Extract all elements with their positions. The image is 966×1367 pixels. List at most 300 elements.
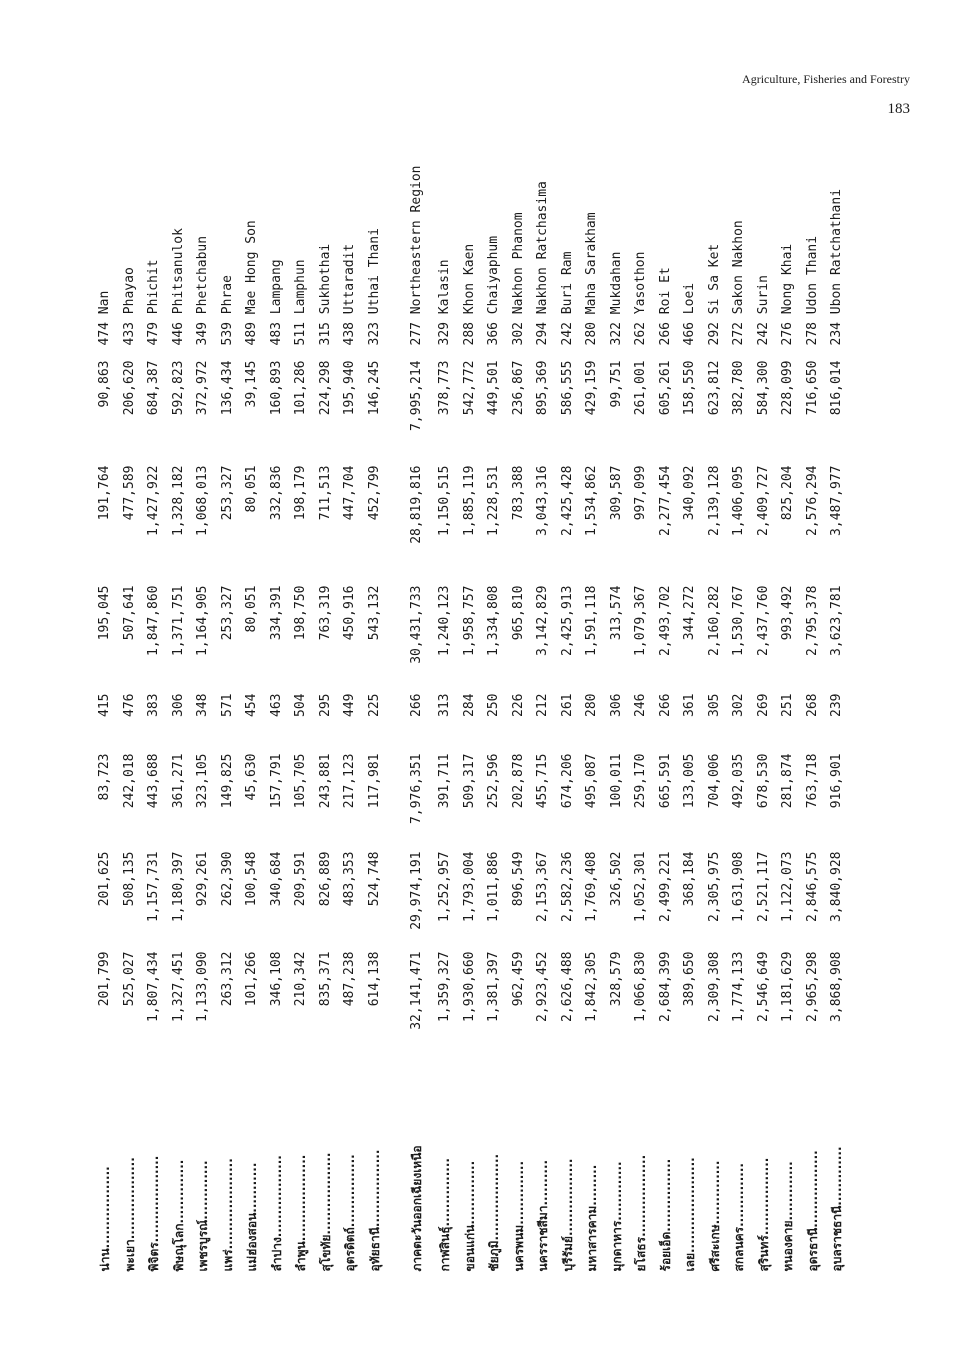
cell-v2: 826,889 <box>317 851 333 906</box>
cell-v3: 100,011 <box>608 753 624 808</box>
cell-v4: 504 <box>293 693 308 717</box>
cell-v5: 1,164,905 <box>195 585 210 656</box>
table-row <box>433 91 458 1276</box>
province-name-thai: ยโสธร.................. <box>634 1154 648 1271</box>
spacer-cell <box>387 91 401 1276</box>
province-name-thai: นครราชสีมา.......... <box>536 1159 550 1271</box>
cell-v7: 160,893 <box>268 360 284 415</box>
province-name-english: 438 Uttaradit <box>342 243 357 345</box>
cell-v3: 243,881 <box>317 753 333 808</box>
cell-v3: 149,825 <box>219 753 235 808</box>
cell-v2: 340,684 <box>268 851 284 906</box>
cell-v6: 477,589 <box>121 465 137 520</box>
province-name-english: 446 Phitsanulok <box>170 227 186 345</box>
province-name-thai: หนองคาย............. <box>781 1160 795 1271</box>
cell-v7: 684,387 <box>146 360 161 415</box>
province-name-thai: อุบลราชธานี............. <box>830 1145 844 1271</box>
cell-v4: 250 <box>486 693 501 717</box>
cell-v2: 326,502 <box>608 851 624 906</box>
cell-v3: 217,123 <box>342 753 357 808</box>
cell-v4: 348 <box>195 693 210 717</box>
cell-v2: 368,184 <box>682 851 697 906</box>
table-row <box>531 91 556 1276</box>
province-name-thai: พะเยา.................. <box>122 1156 137 1271</box>
table-row <box>825 91 850 1276</box>
cell-v6: 191,764 <box>97 465 112 520</box>
cell-v2: 1,769,408 <box>584 851 599 922</box>
cell-v1: 263,312 <box>219 951 235 1006</box>
table-row <box>216 91 241 1276</box>
cell-v3: 443,688 <box>146 753 161 808</box>
cell-v4: 305 <box>706 693 722 717</box>
cell-v3: 157,791 <box>268 753 284 808</box>
province-name-english: 315 Sukhothai <box>317 243 333 345</box>
cell-v4: 239 <box>829 693 844 717</box>
cell-v1: 1,327,451 <box>170 951 186 1022</box>
cell-v6: 332,836 <box>268 465 284 520</box>
cell-v1: 346,108 <box>268 951 284 1006</box>
cell-v7: 449,501 <box>486 360 501 415</box>
cell-v2: 1,157,731 <box>146 851 161 922</box>
page-number: 183 <box>887 101 910 117</box>
province-name-english: 466 Loei <box>682 282 697 345</box>
cell-v5: 30,431,733 <box>409 585 424 664</box>
cell-v2: 209,591 <box>293 851 308 906</box>
province-name-thai: แพร่.................... <box>220 1157 235 1271</box>
cell-v2: 483,353 <box>342 851 357 906</box>
province-name-thai: ลำพูน................... <box>294 1154 308 1271</box>
province-name-thai: กาฬสินธุ์............... <box>438 1157 452 1271</box>
cell-v7: 542,772 <box>461 360 477 415</box>
cell-v7: 716,650 <box>804 360 820 415</box>
province-name-thai: ภาคตะวันออกเฉียงเหนือ <box>410 1144 424 1271</box>
cell-v6: 1,885,119 <box>461 465 477 536</box>
province-name-thai: อุตรดิตถ์................ <box>343 1153 357 1271</box>
cell-v1: 525,027 <box>121 951 137 1006</box>
province-name-thai: พิษณุโลก.............. <box>171 1159 186 1271</box>
province-name-thai: มหาสารคาม......... <box>585 1164 599 1271</box>
cell-v3: 361,271 <box>170 753 186 808</box>
province-name-english: 483 Lampang <box>268 258 284 345</box>
province-name-thai: ขอนแก่น.............. <box>462 1160 477 1271</box>
cell-v7: 101,286 <box>293 360 308 415</box>
cell-v4: 269 <box>755 693 771 717</box>
cell-v7: 228,099 <box>780 360 795 415</box>
cell-v2: 2,305,975 <box>706 851 722 922</box>
cell-v4: 268 <box>804 693 820 717</box>
province-name-english: 349 Phetchabun <box>195 235 210 345</box>
cell-v5: 2,160,282 <box>706 585 722 656</box>
cell-v3: 455,715 <box>535 753 550 808</box>
province-name-english: 323 Uthai Thani <box>366 227 382 345</box>
cell-v4: 212 <box>535 693 550 717</box>
cell-v4: 226 <box>510 693 526 717</box>
cell-v1: 1,930,660 <box>461 951 477 1022</box>
cell-v1: 1,774,133 <box>731 951 746 1022</box>
cell-v7: 623,812 <box>706 360 722 415</box>
cell-v5: 2,795,378 <box>804 585 820 656</box>
province-name-english: 366 Chaiyaphum <box>486 235 501 345</box>
province-name-english: 292 Si Sa Ket <box>706 243 722 345</box>
section-title: Agriculture, Fisheries and Forestry <box>742 72 910 86</box>
cell-v7: 586,555 <box>559 360 575 415</box>
cell-v4: 251 <box>780 693 795 717</box>
cell-v5: 1,530,767 <box>731 585 746 656</box>
cell-v1: 2,546,649 <box>755 951 771 1022</box>
province-name-english: 302 Nakhon Phanom <box>510 211 526 345</box>
cell-v6: 1,150,515 <box>437 465 452 536</box>
province-name-thai: ลำปาง.................. <box>269 1154 284 1271</box>
cell-v1: 1,381,397 <box>486 951 501 1022</box>
table-row <box>580 91 605 1276</box>
province-name-thai: น่าน.................. <box>98 1165 112 1271</box>
table-row <box>338 91 363 1276</box>
cell-v7: 605,261 <box>657 360 673 415</box>
cell-v7: 372,972 <box>195 360 210 415</box>
cell-v1: 1,842,305 <box>584 951 599 1022</box>
cell-v3: 492,035 <box>731 753 746 808</box>
cell-v3: 495,087 <box>584 753 599 808</box>
province-name-english: 479 Phichit <box>146 258 161 345</box>
cell-v5: 2,493,702 <box>657 585 673 656</box>
cell-v6: 825,204 <box>780 465 795 520</box>
cell-v2: 896,549 <box>510 851 526 906</box>
cell-v2: 1,252,957 <box>437 851 452 922</box>
province-name-thai: ชัยภูมิ................... <box>487 1153 501 1271</box>
cell-v3: 117,981 <box>366 753 382 808</box>
cell-v4: 295 <box>317 693 333 717</box>
statistics-table <box>93 91 850 1276</box>
cell-v3: 323,105 <box>195 753 210 808</box>
cell-v1: 614,138 <box>366 951 382 1006</box>
cell-v2: 1,052,301 <box>633 851 648 922</box>
cell-v7: 236,867 <box>510 360 526 415</box>
province-name-thai: อุดรธานี................. <box>805 1149 820 1271</box>
table-row <box>191 91 216 1276</box>
cell-v5: 3,142,829 <box>535 585 550 656</box>
cell-v1: 201,799 <box>97 951 112 1006</box>
cell-v5: 507,641 <box>121 585 137 640</box>
region-row <box>401 91 433 1276</box>
province-name-english: 280 Maha Sarakham <box>584 211 599 345</box>
cell-v6: 1,534,862 <box>584 465 599 536</box>
table-row <box>265 91 290 1276</box>
cell-v4: 463 <box>268 693 284 717</box>
province-name-english: 489 Mae Hong Son <box>244 219 259 345</box>
table-body <box>93 91 850 1276</box>
cell-v6: 2,425,428 <box>559 465 575 536</box>
table-row <box>654 91 679 1276</box>
cell-v2: 262,390 <box>219 851 235 906</box>
cell-v1: 487,238 <box>342 951 357 1006</box>
cell-v4: 415 <box>97 693 112 717</box>
cell-v2: 2,582,236 <box>559 851 575 922</box>
cell-v4: 246 <box>633 693 648 717</box>
cell-v7: 895,369 <box>535 360 550 415</box>
table-row <box>776 91 801 1276</box>
table-row <box>678 91 703 1276</box>
cell-v5: 1,847,860 <box>146 585 161 656</box>
cell-v6: 997,099 <box>633 465 648 520</box>
cell-v5: 450,916 <box>342 585 357 640</box>
cell-v6: 2,277,454 <box>657 465 673 536</box>
cell-v2: 201,625 <box>97 851 112 906</box>
cell-v4: 306 <box>170 693 186 717</box>
province-name-english: 272 Sakon Nakhon <box>731 219 746 345</box>
province-name-english: 242 Buri Ram <box>559 251 575 345</box>
cell-v3: 105,705 <box>293 753 308 808</box>
province-name-thai: อุทัยธานี................. <box>367 1149 382 1271</box>
cell-v6: 2,139,128 <box>706 465 722 536</box>
cell-v7: 378,773 <box>437 360 452 415</box>
cell-v3: 252,596 <box>486 753 501 808</box>
cell-v3: 509,317 <box>461 753 477 808</box>
cell-v7: 195,940 <box>342 360 357 415</box>
province-name-english: 288 Khon Kaen <box>461 243 477 345</box>
cell-v6: 340,092 <box>682 465 697 520</box>
cell-v6: 1,328,182 <box>170 465 186 536</box>
cell-v3: 202,878 <box>510 753 526 808</box>
cell-v5: 1,958,757 <box>461 585 477 656</box>
cell-v2: 29,974,191 <box>409 851 424 930</box>
cell-v2: 1,180,397 <box>170 851 186 922</box>
cell-v4: 476 <box>121 693 137 717</box>
province-name-english: 474 Nan <box>97 290 112 345</box>
cell-v1: 32,141,471 <box>409 951 424 1030</box>
cell-v7: 382,780 <box>731 360 746 415</box>
cell-v5: 1,371,751 <box>170 585 186 656</box>
cell-v5: 1,079,367 <box>633 585 648 656</box>
province-name-english: 294 Nakhon Ratchasima <box>535 180 550 345</box>
cell-v4: 571 <box>219 693 235 717</box>
province-name-english: 511 Lamphun <box>293 258 308 345</box>
cell-v6: 28,819,816 <box>409 465 424 544</box>
cell-v1: 3,868,908 <box>829 951 844 1022</box>
cell-v1: 1,066,830 <box>633 951 648 1022</box>
table-row <box>167 91 192 1276</box>
cell-v5: 195,045 <box>97 585 112 640</box>
cell-v6: 1,068,013 <box>195 465 210 536</box>
cell-v5: 965,810 <box>510 585 526 640</box>
cell-v1: 2,309,308 <box>706 951 722 1022</box>
cell-v3: 7,976,351 <box>409 753 424 824</box>
cell-v7: 584,300 <box>755 360 771 415</box>
cell-v6: 711,513 <box>317 465 333 520</box>
cell-v4: 454 <box>244 693 259 717</box>
cell-v7: 146,245 <box>366 360 382 415</box>
cell-v1: 962,459 <box>510 951 526 1006</box>
province-name-thai: เพชรบูรณ์............. <box>196 1159 210 1271</box>
cell-v4: 313 <box>437 693 452 717</box>
cell-v6: 447,704 <box>342 465 357 520</box>
cell-v2: 929,261 <box>195 851 210 906</box>
cell-v6: 783,388 <box>510 465 526 520</box>
province-name-english: 266 Roi Et <box>657 266 673 345</box>
cell-v3: 674,206 <box>559 753 575 808</box>
cell-v5: 2,437,760 <box>755 585 771 656</box>
cell-v4: 302 <box>731 693 746 717</box>
cell-v1: 2,965,298 <box>804 951 820 1022</box>
table-row <box>556 91 581 1276</box>
cell-v3: 281,874 <box>780 753 795 808</box>
cell-v3: 259,170 <box>633 753 648 808</box>
cell-v6: 253,327 <box>219 465 235 520</box>
cell-v7: 261,001 <box>633 360 648 415</box>
table-row <box>507 91 532 1276</box>
cell-v5: 253,327 <box>219 585 235 640</box>
table-row <box>240 91 265 1276</box>
cell-v5: 2,425,913 <box>559 585 575 656</box>
cell-v7: 39,145 <box>244 360 259 407</box>
table-row <box>703 91 728 1276</box>
cell-v7: 136,434 <box>219 360 235 415</box>
cell-v5: 344,272 <box>682 585 697 640</box>
cell-v2: 1,631,908 <box>731 851 746 922</box>
cell-v2: 2,499,221 <box>657 851 673 922</box>
province-name-thai: แม่ฮ่องสอน........... <box>245 1162 259 1271</box>
cell-v7: 429,159 <box>584 360 599 415</box>
cell-v3: 665,591 <box>657 753 673 808</box>
cell-v3: 133,005 <box>682 753 697 808</box>
cell-v2: 1,793,004 <box>461 851 477 922</box>
cell-v1: 2,626,488 <box>559 951 575 1022</box>
cell-v7: 90,863 <box>97 360 112 407</box>
cell-v1: 210,342 <box>293 951 308 1006</box>
cell-v2: 100,548 <box>244 851 259 906</box>
cell-v3: 916,901 <box>829 753 844 808</box>
province-name-english: 277 Northeastern Region <box>409 164 424 345</box>
cell-v5: 1,240,123 <box>437 585 452 656</box>
province-name-thai: ร้อยเอ็ด................ <box>658 1158 673 1271</box>
table-row <box>314 91 339 1276</box>
province-name-thai: ศรีสะเกษ.............. <box>707 1160 722 1271</box>
cell-v4: 266 <box>409 693 424 717</box>
province-name-english: 329 Kalasin <box>437 258 452 345</box>
cell-v2: 2,153,367 <box>535 851 550 922</box>
cell-v6: 452,799 <box>366 465 382 520</box>
cell-v2: 1,011,886 <box>486 851 501 922</box>
cell-v4: 266 <box>657 693 673 717</box>
province-name-thai: สุรินทร์................. <box>756 1157 771 1271</box>
cell-v5: 3,623,781 <box>829 585 844 656</box>
cell-v4: 361 <box>682 693 697 717</box>
table-row <box>363 91 388 1276</box>
table-row <box>93 91 118 1276</box>
table-row <box>605 91 630 1276</box>
rotated-table-container <box>93 91 873 1276</box>
cell-v6: 3,043,316 <box>535 465 550 536</box>
cell-v3: 763,718 <box>804 753 820 808</box>
cell-v2: 508,135 <box>121 851 137 906</box>
cell-v1: 101,266 <box>244 951 259 1006</box>
spacer-row <box>387 91 401 1276</box>
cell-v2: 3,840,928 <box>829 851 844 922</box>
cell-v3: 704,006 <box>706 753 722 808</box>
cell-v5: 80,051 <box>244 585 259 632</box>
province-name-thai: เลย..................... <box>683 1156 697 1271</box>
cell-v7: 592,823 <box>170 360 186 415</box>
province-name-thai: พิจิตร................... <box>147 1155 161 1271</box>
cell-v1: 2,923,452 <box>535 951 550 1022</box>
cell-v6: 309,587 <box>608 465 624 520</box>
cell-v1: 1,807,434 <box>146 951 161 1022</box>
cell-v6: 2,576,294 <box>804 465 820 536</box>
table-row <box>458 91 483 1276</box>
cell-v7: 7,995,214 <box>409 360 424 431</box>
cell-v5: 313,574 <box>608 585 624 640</box>
cell-v4: 306 <box>608 693 624 717</box>
cell-v6: 1,228,531 <box>486 465 501 536</box>
table-row <box>727 91 752 1276</box>
province-name-english: 234 Ubon Ratchathani <box>829 188 844 345</box>
province-name-thai: มุกดาหาร............. <box>609 1160 624 1271</box>
province-name-thai: บุรีรัมย์................. <box>560 1158 575 1271</box>
table-row <box>289 91 314 1276</box>
cell-v7: 99,751 <box>608 360 624 407</box>
table-row <box>118 91 143 1276</box>
cell-v1: 1,359,327 <box>437 951 452 1022</box>
province-name-thai: นครพนม.............. <box>511 1160 526 1271</box>
province-name-english: 322 Mukdahan <box>608 251 624 345</box>
cell-v5: 198,750 <box>293 585 308 640</box>
province-name-english: 262 Yasothon <box>633 251 648 345</box>
cell-v3: 678,530 <box>755 753 771 808</box>
table-row <box>752 91 777 1276</box>
cell-v5: 1,591,118 <box>584 585 599 656</box>
cell-v3: 83,723 <box>97 753 112 800</box>
cell-v6: 80,051 <box>244 465 259 512</box>
cell-v1: 389,650 <box>682 951 697 1006</box>
cell-v6: 198,179 <box>293 465 308 520</box>
cell-v3: 391,711 <box>437 753 452 808</box>
cell-v1: 328,579 <box>608 951 624 1006</box>
cell-v4: 449 <box>342 693 357 717</box>
cell-v2: 524,748 <box>366 851 382 906</box>
cell-v2: 2,521,117 <box>755 851 771 922</box>
cell-v6: 1,406,095 <box>731 465 746 536</box>
cell-v4: 284 <box>461 693 477 717</box>
cell-v7: 224,298 <box>317 360 333 415</box>
cell-v7: 206,620 <box>121 360 137 415</box>
cell-v4: 383 <box>146 693 161 717</box>
cell-v7: 816,014 <box>829 360 844 415</box>
cell-v1: 1,181,629 <box>780 951 795 1022</box>
province-name-english: 539 Phrae <box>219 274 235 345</box>
cell-v2: 1,122,073 <box>780 851 795 922</box>
province-name-english: 433 Phayao <box>121 266 137 345</box>
cell-v6: 3,487,977 <box>829 465 844 536</box>
province-name-english: 242 Surin <box>755 274 771 345</box>
province-name-english: 278 Udon Thani <box>804 235 820 345</box>
table-row <box>629 91 654 1276</box>
cell-v1: 835,371 <box>317 951 333 1006</box>
table-row <box>142 91 167 1276</box>
cell-v1: 1,133,090 <box>195 951 210 1022</box>
cell-v6: 2,409,727 <box>755 465 771 536</box>
cell-v5: 993,492 <box>780 585 795 640</box>
table-row <box>801 91 826 1276</box>
cell-v4: 261 <box>559 693 575 717</box>
table-row <box>482 91 507 1276</box>
cell-v6: 1,427,922 <box>146 465 161 536</box>
cell-v5: 763,319 <box>317 585 333 640</box>
cell-v4: 225 <box>366 693 382 717</box>
cell-v1: 2,684,399 <box>657 951 673 1022</box>
cell-v5: 1,334,808 <box>486 585 501 656</box>
cell-v4: 280 <box>584 693 599 717</box>
cell-v7: 158,550 <box>682 360 697 415</box>
province-name-english: 276 Nong Khai <box>780 243 795 345</box>
